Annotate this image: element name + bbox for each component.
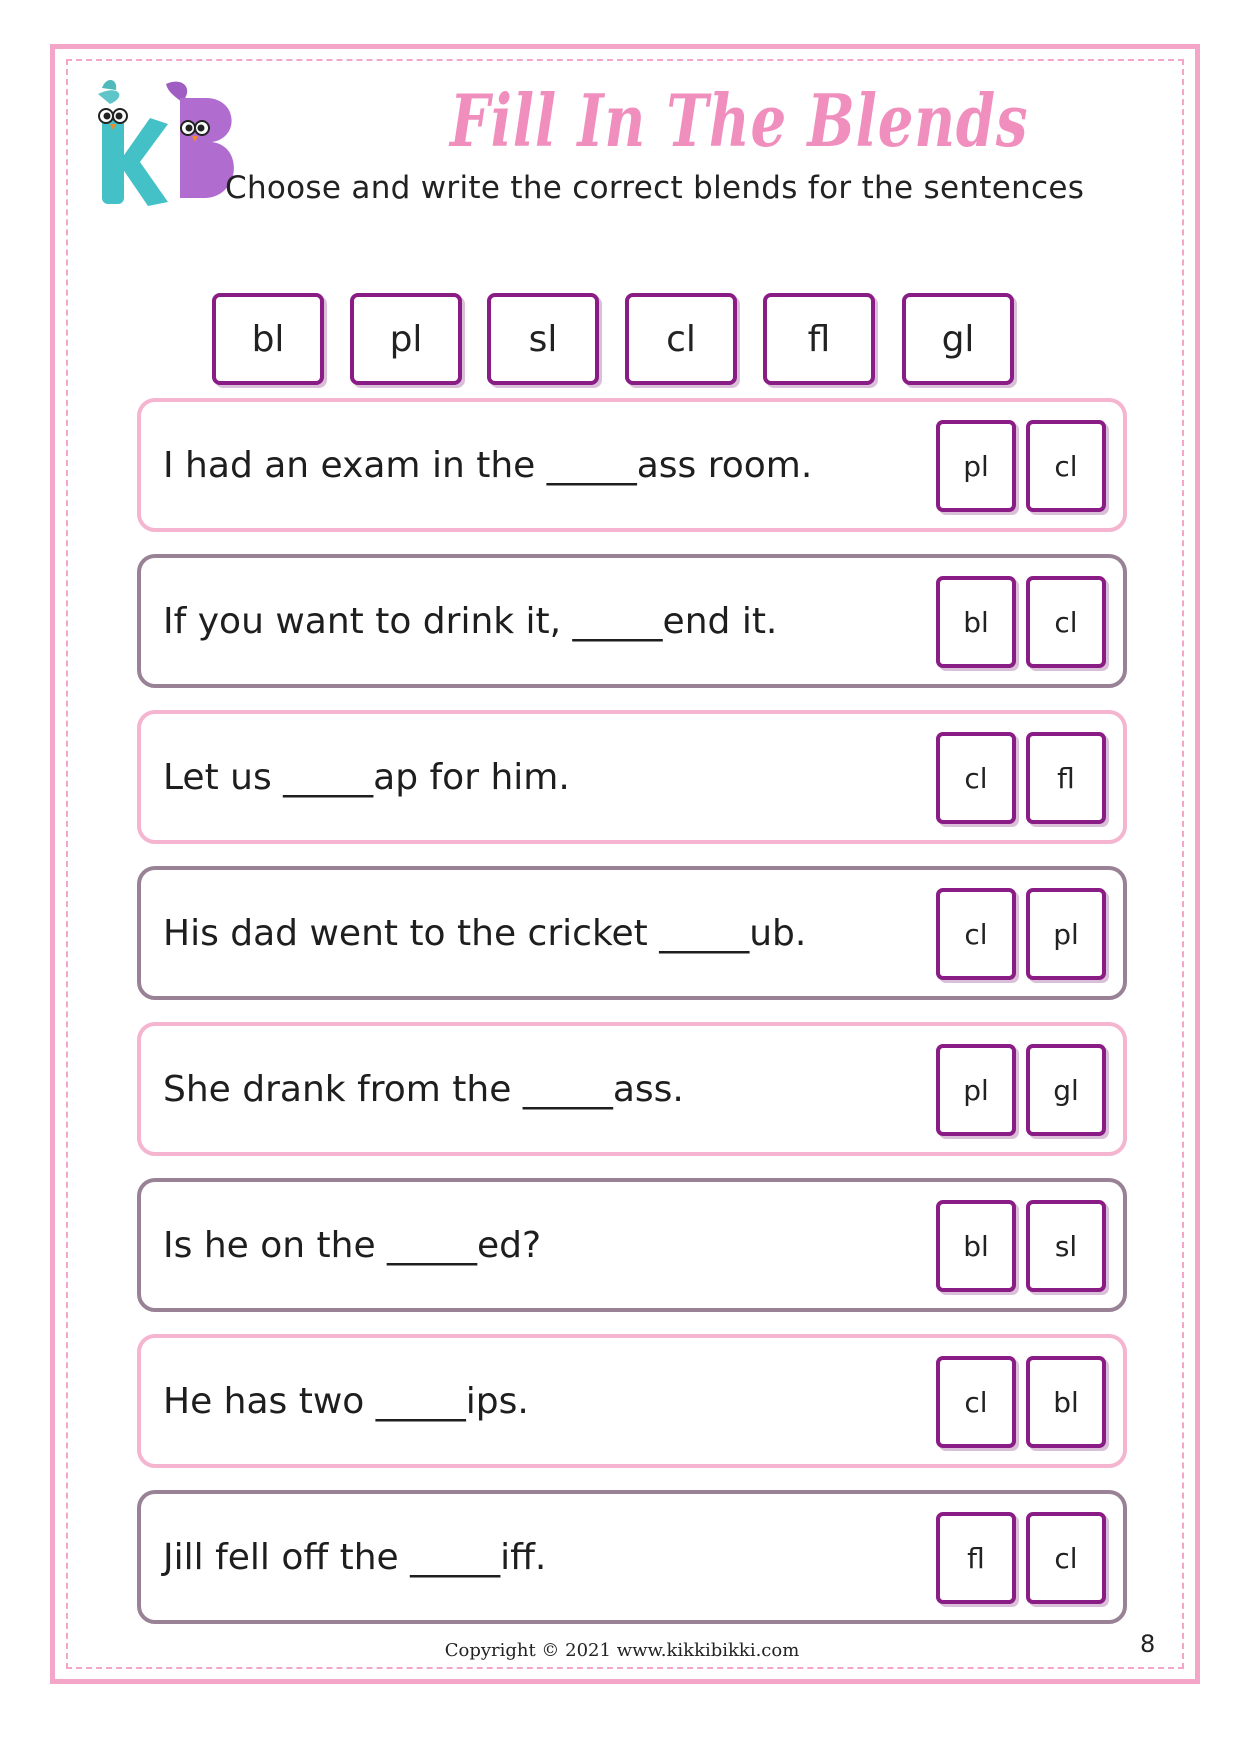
answer-option[interactable]: cl bbox=[1026, 576, 1106, 668]
logo-letter-b bbox=[166, 82, 234, 198]
answer-option[interactable]: cl bbox=[936, 732, 1016, 824]
question-sentence: I had an exam in the _____ass room. bbox=[163, 444, 813, 486]
question-row bbox=[137, 710, 1127, 844]
answer-option[interactable]: bl bbox=[936, 1200, 1016, 1292]
page-title: Fill In The Blends bbox=[450, 78, 1029, 163]
answer-option[interactable]: pl bbox=[1026, 888, 1106, 980]
question-row bbox=[137, 1022, 1127, 1156]
question-sentence: Let us _____ap for him. bbox=[163, 756, 570, 798]
question-sentence: If you want to drink it, _____end it. bbox=[163, 600, 778, 642]
question-row bbox=[137, 1490, 1127, 1624]
question-sentence: Jill fell off the _____iff. bbox=[163, 1536, 547, 1578]
answer-option[interactable]: bl bbox=[936, 576, 1016, 668]
question-sentence: Is he on the _____ed? bbox=[163, 1224, 542, 1266]
answer-option[interactable]: pl bbox=[936, 420, 1016, 512]
blend-chip-sl: sl bbox=[487, 293, 599, 385]
copyright-notice: Copyright © 2021 www.kikkibikki.com bbox=[444, 1640, 800, 1661]
question-sentence: She drank from the _____ass. bbox=[163, 1068, 684, 1110]
answer-option[interactable]: cl bbox=[1026, 420, 1106, 512]
question-sentence: He has two _____ips. bbox=[163, 1380, 529, 1422]
blend-chip-cl: cl bbox=[625, 293, 737, 385]
blend-chip-pl: pl bbox=[350, 293, 462, 385]
answer-option[interactable]: bl bbox=[1026, 1356, 1106, 1448]
instructions: Choose and write the correct blends for the sentences bbox=[225, 170, 1085, 206]
answer-option[interactable]: pl bbox=[936, 1044, 1016, 1136]
answer-option[interactable]: sl bbox=[1026, 1200, 1106, 1292]
blend-chip-bl: bl bbox=[212, 293, 324, 385]
answer-option[interactable]: fl bbox=[936, 1512, 1016, 1604]
answer-option[interactable]: cl bbox=[936, 1356, 1016, 1448]
answer-option[interactable]: cl bbox=[1026, 1512, 1106, 1604]
question-row bbox=[137, 398, 1127, 532]
blend-chip-fl: fl bbox=[763, 293, 875, 385]
blend-chip-gl: gl bbox=[902, 293, 1014, 385]
page-number: 8 bbox=[1140, 1630, 1156, 1658]
question-row bbox=[137, 1178, 1127, 1312]
question-row bbox=[137, 554, 1127, 688]
answer-option[interactable]: gl bbox=[1026, 1044, 1106, 1136]
kikkibikki-logo bbox=[88, 76, 248, 211]
logo-letter-k bbox=[98, 80, 168, 206]
question-row bbox=[137, 1334, 1127, 1468]
answer-option[interactable]: cl bbox=[936, 888, 1016, 980]
question-sentence: His dad went to the cricket _____ub. bbox=[163, 912, 807, 954]
question-row bbox=[137, 866, 1127, 1000]
answer-option[interactable]: fl bbox=[1026, 732, 1106, 824]
